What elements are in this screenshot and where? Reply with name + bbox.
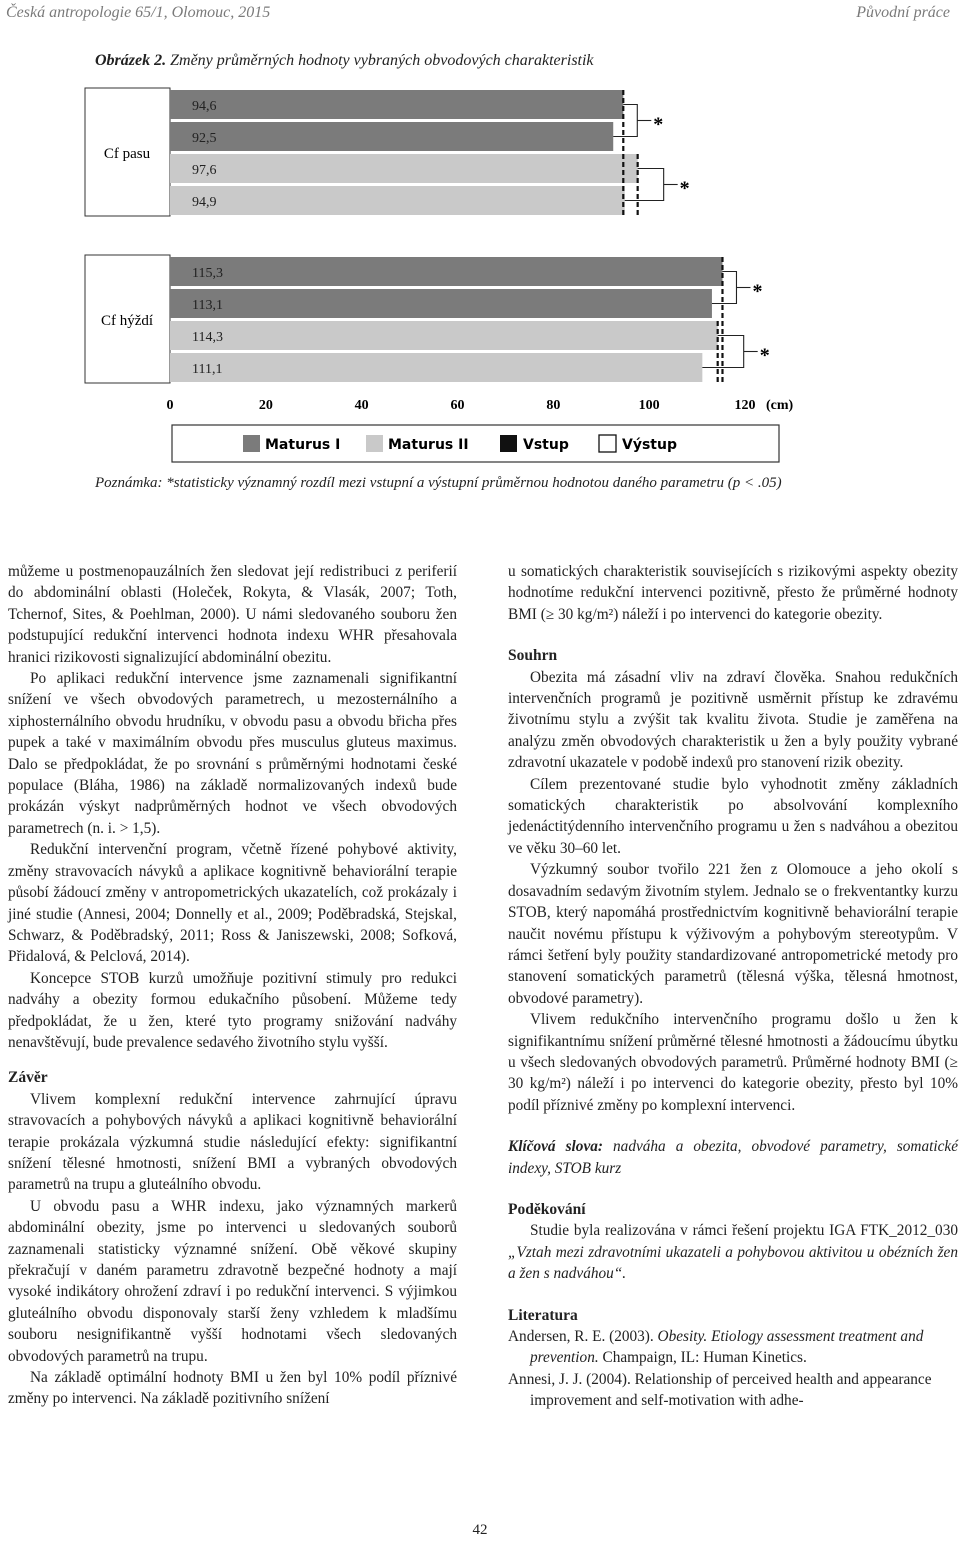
bar-value-label: 97,6 xyxy=(192,163,217,178)
axis-unit-label: (cm) xyxy=(766,398,794,413)
bar-maturus-ii-výstup xyxy=(170,353,702,382)
figure-caption-text: Změny průměrných hodnoty vybraných obvodových charakteristik xyxy=(170,52,594,69)
x-tick-label: 40 xyxy=(354,398,369,413)
bar-maturus-ii-vstup xyxy=(170,321,718,350)
x-tick-label: 0 xyxy=(166,398,174,413)
legend-swatch-maturus1 xyxy=(243,435,260,452)
figure-note: Poznámka: *statisticky významný rozdíl mezi vstupní a výstupní průměrnou hodnotou daného parametru (p < .05) xyxy=(95,475,782,491)
significance-asterisk: * xyxy=(752,280,763,303)
legend-swatch-maturus2 xyxy=(366,435,383,452)
figure-caption xyxy=(95,52,594,70)
reference xyxy=(508,1326,958,1369)
legend-swatch-vystup xyxy=(599,435,616,452)
ref-title: Obesity. Etiology assessment treatment and prevention. xyxy=(530,1328,924,1367)
x-tick-label: 80 xyxy=(546,398,561,413)
x-tick-label: 100 xyxy=(638,398,660,413)
paragraph: Vlivem redukčního intervenčního programu došlo u žen k signifikantnímu snížení průměrné tělesné hmotnosti a žádoucímu úbytku u všech sledovaných obvodových parametrů. Průměrné hodnoty BMI (≥ 30 kg/m²) náleží i po intervenci do kategorie obezity, přesto byl 10% podíl příznivé změny po komplexní intervenci. xyxy=(508,1011,958,1114)
bar-value-label: 111,1 xyxy=(192,362,223,377)
paragraph: Výzkumný soubor tvořilo 221 žen z Olomouce a jeho okolí s dosavadním sedavým životním stylem. Jednalo se o frekventantky kurzu STOB, který napomáhá prostřednictvím kognitivně behaviorální terapie naučit novému přístupu k výživovým a pohybovým stereotypům. V rámci šetření byly použity standardizované antropometrické metody pro stanovení somatických parametrů (tělesná výška, tělesná hmotnost, obvodové parametry). xyxy=(508,861,958,1007)
significance-asterisk: * xyxy=(653,113,664,136)
x-tick-label: 20 xyxy=(258,398,273,413)
paragraph: Vlivem komplexní redukční intervence zahrnující úpravu stravovacích a pohybových návyků a aplikaci kognitivně behaviorální terapie prokázala výzkumná studie následující efekty: signifikantní snížení tělesné hmotnosti, snížení BMI a vybraných obvodových parametrů na trupu a gluteálního obvodu. xyxy=(8,1090,457,1194)
keywords-text: nadváha a obezita, obvodové parametry, somatické indexy, STOB kurz xyxy=(508,1138,958,1177)
page-number: 42 xyxy=(472,1522,488,1538)
legend-label-maturus1: Maturus I xyxy=(265,437,341,453)
bar-value-label: 113,1 xyxy=(192,298,223,313)
legend-label-vstup: Vstup xyxy=(523,437,569,453)
x-tick-label: 120 xyxy=(734,398,756,413)
paragraph: Redukční intervenční program, včetně řízené pohybové aktivity, změny stravovacích návyků a aplikace kognitivně behaviorální terapie působí žádoucí změny v antropometrických ukazatelích, což prokázaly i jiné studie (Annesi, 2004; Donnelly et al., 2009; Poděbradská, Stejskal, Schwarz, & Poděbradský, 2011; Ross & Janiszewski, 2008; Sofková, Přidalová, & Pelclová, 2014). xyxy=(8,841,457,966)
legend-swatch-vstup xyxy=(500,435,517,452)
bar-value-label: 115,3 xyxy=(192,266,223,281)
bar-maturus-i-výstup xyxy=(170,289,712,318)
heading-zaver: Závěr xyxy=(8,1069,48,1087)
bar-maturus-i-výstup xyxy=(170,122,613,151)
bar-value-label: 94,6 xyxy=(192,99,217,114)
acknowledgement xyxy=(508,1220,958,1284)
reference: Annesi, J. J. (2004). Relationship of perceived health and appearance improvement and self-motivation with adhe- xyxy=(508,1370,932,1410)
group-label-pasu: Cf pasu xyxy=(103,146,151,162)
bar-maturus-i-vstup xyxy=(170,257,722,286)
legend-label-vystup: Výstup xyxy=(622,437,677,453)
bar-maturus-ii-vstup xyxy=(170,154,638,183)
ref-publisher: Champaign, IL: Human Kinetics. xyxy=(598,1349,807,1367)
significance-asterisk: * xyxy=(679,177,690,200)
bar-maturus-i-vstup xyxy=(170,90,623,119)
section-header: Původní práce xyxy=(856,4,950,21)
x-tick-label: 60 xyxy=(450,398,465,413)
paragraph: u somatických charakteristik souvisejících s rizikovými aspekty obezity hodnotíme redukční intervenci pozitivně, přesto že průměrné hodnoty BMI (≥ 30 kg/m²) náleží i po intervenci do kategorie obezity. xyxy=(508,563,958,623)
bar-value-label: 94,9 xyxy=(192,195,217,210)
paragraph: U obvodu pasu a WHR indexu, jako významných markerů abdominální obezity, jsme po intervenci u sledovaných souborů zaznamenali statisticky významné snížení. Obě věkové skupiny překračují v daném parametru zdravotně bezpečné hodnoty a mají vysoké indikátory ohrožení zdraví i po redukční intervenci. S výjimkou gluteálního obvodu disponovaly starší ženy vzhledem k mladšímu souboru nesignifikantně vyšší hodnotami všech sledovaných obvodových parametrů na trupu. xyxy=(8,1197,457,1365)
left-column xyxy=(8,561,457,1410)
ack-text: Studie byla realizována v rámci řešení projektu IGA FTK_2012_030 xyxy=(530,1222,958,1240)
keywords-label: Klíčová slova: xyxy=(508,1138,603,1156)
ack-project-title: „Vztah mezi zdravotními ukazateli a pohybovou aktivitou u obézních žen a žen s nadváhou“. xyxy=(508,1243,958,1283)
bar-value-label: 92,5 xyxy=(192,131,217,146)
keywords xyxy=(508,1136,958,1179)
ref-authors: Andersen, R. E. (2003). xyxy=(508,1328,658,1345)
right-column xyxy=(508,561,958,1412)
heading-literatura: Literatura xyxy=(508,1306,578,1324)
journal-header: Česká antropologie 65/1, Olomouc, 2015 xyxy=(6,4,271,21)
paragraph: Cílem prezentované studie bylo vyhodnotit změny základních somatických charakteristik po absolvování komplexního jedenáctitýdenního intervenčního programu u žen s nadváhou a obezitou ve věku 30–60 let. xyxy=(508,775,958,857)
bar-chart xyxy=(0,80,960,470)
bar-value-label: 114,3 xyxy=(192,330,223,345)
group-label-hyzdi: Cf hýždí xyxy=(100,313,154,329)
paragraph: můžeme u postmenopauzálních žen sledovat její redistribuci z periferií do abdominální oblasti (Holeček, Rokyta, & Vlasák, 2007; Toth, Tchernof, Sites, & Poehlman, 2000). U námi sledovaného souboru žen podstupující redukční intervenci hodnota indexu WHR přesahovala hranici rizikovosti signalizující abdominální obezitu. xyxy=(8,563,457,666)
paragraph: Obezita má zásadní vliv na zdraví člověka. Snahou redukčních intervenčních programů je pozitivně usměrnit přístup ke zdravému životnímu stylu a zvýšit tak kvalitu života. Studie je zaměřena na analýzu změn obvodových charakteristik u žen a byly použity vybrané zdravotní ukazatele v podobě indexů pro stanovení rizik obezity. xyxy=(508,668,958,772)
heading-podekovani: Poděkování xyxy=(508,1200,586,1218)
paragraph: Po aplikaci redukční intervence jsme zaznamenali signifikantní snížení ve všech obvodových parametrech, u mezosternálního a xiphosternálního obvodu hrudníku, v obvodu pasu a obvodu břicha přes pupek a také v maximálním obvodu přes musculus gluteus maximus. Dalo se předpokládat, že po srovnání s průměrnými hodnotami české populace (Bláha, 1986) na základě normalizovaných indexů bude prokázán výskyt nadprůměrných hodnot ve všech obvodových parametrech (n. i. > 1,5). xyxy=(8,670,457,837)
legend-label-maturus2: Maturus II xyxy=(388,437,469,453)
significance-asterisk: * xyxy=(759,344,770,367)
paragraph: Na základě optimální hodnoty BMI u žen byl 10% podíl příznivé změny po intervenci. Na základě pozitivního snížení xyxy=(8,1369,457,1408)
legend-box xyxy=(172,425,779,462)
figure-label: Obrázek 2. xyxy=(95,52,167,69)
paragraph: Koncepce STOB kurzů umožňuje pozitivní stimuly pro redukci nadváhy a obezity formou edukačního působení. Můžeme tedy předpokládat, že u žen, které tyto programy snižování nadváhy nenavštěvují, bude prevalence sedavého životního stylu vyšší. xyxy=(8,969,457,1051)
heading-souhrn: Souhrn xyxy=(508,647,558,665)
bar-maturus-ii-výstup xyxy=(170,186,625,215)
